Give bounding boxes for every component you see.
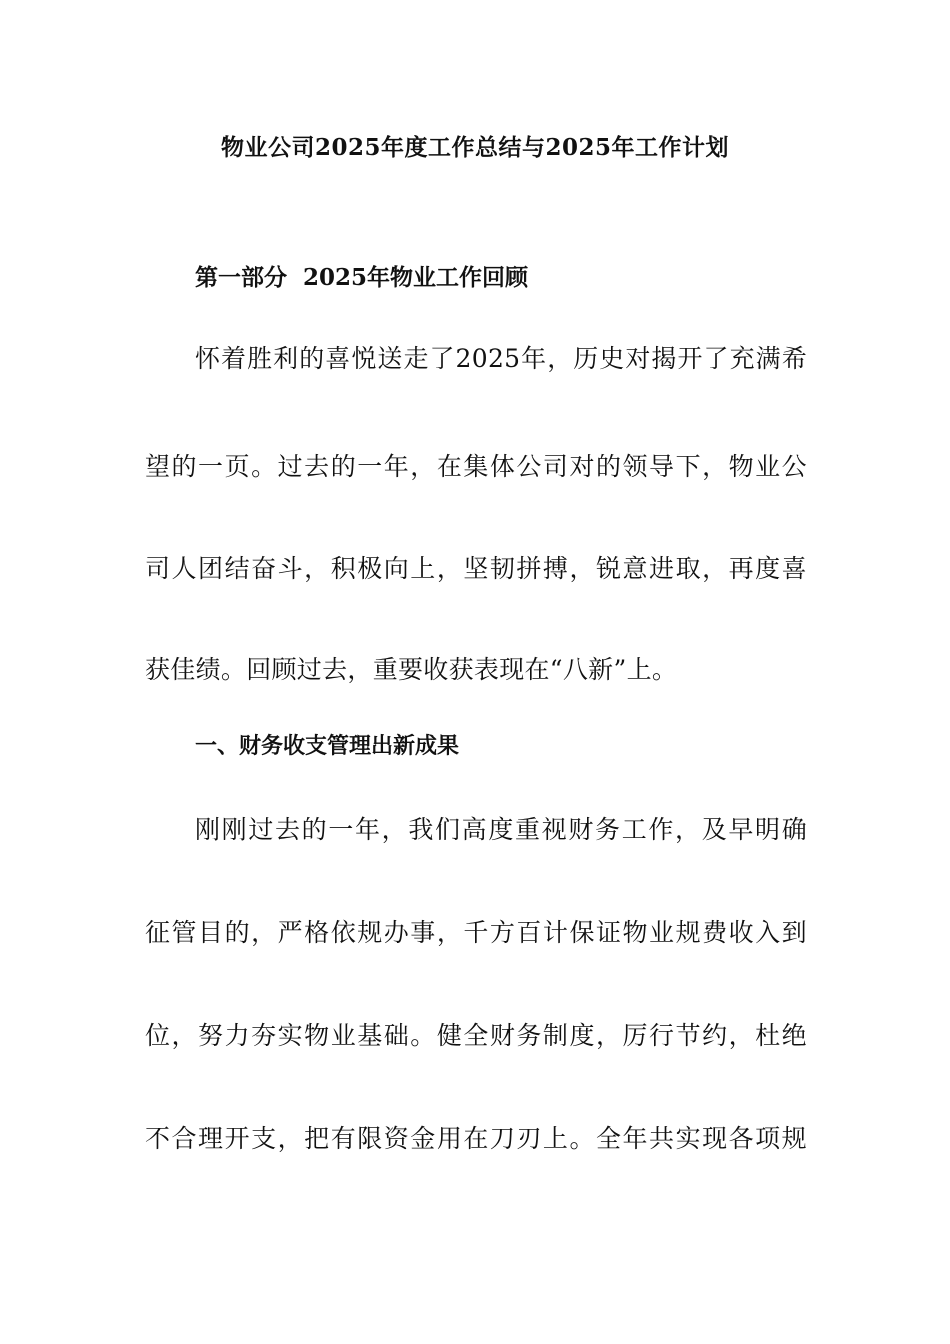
paragraph-line: 位，努力夯实物业基础。健全财务制度，厉行节约，杜绝	[145, 1021, 807, 1050]
paragraph-line: 司人团结奋斗，积极向上，坚韧拼搏，锐意进取，再度喜	[145, 554, 807, 583]
paragraph-line: 不合理开支，把有限资金用在刀刃上。全年共实现各项规	[145, 1124, 807, 1153]
document-title: 物业公司2025年度工作总结与2025年工作计划	[220, 134, 730, 161]
paragraph-line: 怀着胜利的喜悦送走了2025年，历史对揭开了充满希	[195, 344, 807, 373]
paragraph-line: 获佳绩。回顾过去，重要收获表现在“八新”上。	[145, 655, 678, 684]
paragraph-line: 望的一页。过去的一年，在集体公司对的领导下，物业公	[145, 452, 807, 481]
part-heading: 第一部分 2025年物业工作回顾	[195, 264, 529, 291]
paragraph-line: 刚刚过去的一年，我们高度重视财务工作，及早明确	[195, 815, 807, 844]
section-heading-finance: 一、财务收支管理出新成果	[195, 734, 460, 759]
paragraph-line: 征管目的，严格依规办事，千方百计保证物业规费收入到	[145, 918, 807, 947]
